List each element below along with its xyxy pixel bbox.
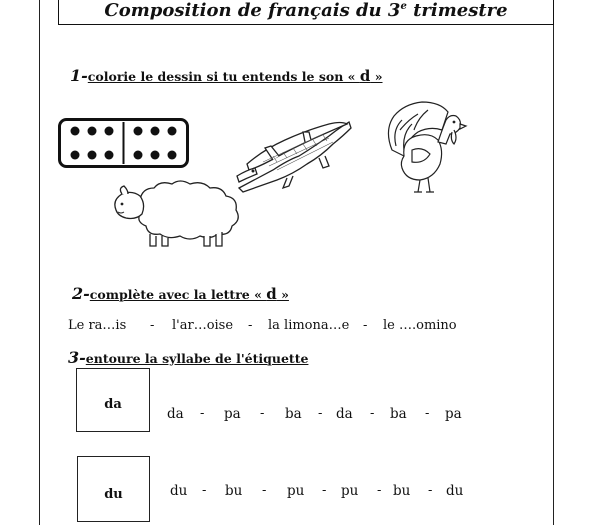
fill-in-word[interactable]: Le ra…is — [68, 318, 127, 333]
syllable[interactable]: pu — [341, 483, 359, 499]
question-number: 3- — [68, 348, 86, 367]
syllable-label: da — [104, 397, 122, 412]
question-number: 2- — [72, 284, 90, 303]
separator: - — [200, 406, 205, 421]
question-instruction: colorie le dessin si tu entends le son « d » — [87, 67, 383, 85]
question-number: 1- — [70, 66, 88, 85]
fill-in-word[interactable]: l'ar…oise — [172, 318, 234, 333]
separator: - — [425, 406, 430, 421]
page-title: Composition de français du 3e trimestre — [104, 0, 508, 21]
separator: - — [322, 483, 327, 498]
left-margin-line — [39, 0, 40, 525]
syllable[interactable]: pa — [445, 406, 462, 422]
question-3-heading — [68, 348, 308, 367]
separator: - — [260, 406, 265, 421]
turkey-icon — [384, 100, 470, 198]
syllable[interactable]: da — [336, 406, 353, 422]
right-margin-line — [553, 0, 554, 525]
syllable[interactable]: du — [170, 483, 188, 499]
question-instruction: entoure la syllabe de l'étiquette — [85, 351, 309, 366]
syllable-label-box — [77, 456, 150, 522]
fill-in-word[interactable]: le ….omino — [383, 318, 457, 333]
syllable[interactable]: da — [167, 406, 184, 422]
syllable[interactable]: bu — [225, 483, 243, 499]
separator: - — [377, 483, 382, 498]
separator: - — [318, 406, 323, 421]
sheep-icon — [110, 180, 244, 250]
syllable-label-box — [76, 368, 150, 432]
syllable-label: du — [104, 486, 123, 502]
syllable[interactable]: ba — [285, 406, 302, 422]
separator: - — [370, 406, 375, 421]
question-instruction: complète avec la lettre « d » — [89, 285, 289, 303]
syllable[interactable]: ba — [390, 406, 407, 422]
syllable[interactable]: pu — [287, 483, 305, 499]
separator: - — [248, 318, 253, 333]
title-box — [58, 0, 554, 25]
question-1-heading — [70, 66, 383, 85]
domino-icon — [58, 118, 189, 168]
separator: - — [428, 483, 433, 498]
syllable[interactable]: pa — [224, 406, 241, 422]
fill-in-word[interactable]: la limona…e — [268, 318, 350, 333]
syllable[interactable]: bu — [393, 483, 411, 499]
separator: - — [150, 318, 155, 333]
separator: - — [363, 318, 368, 333]
separator: - — [262, 483, 267, 498]
question-2-heading — [72, 284, 289, 303]
syllable[interactable]: du — [446, 483, 464, 499]
crocodile-icon — [233, 116, 353, 196]
separator: - — [202, 483, 207, 498]
